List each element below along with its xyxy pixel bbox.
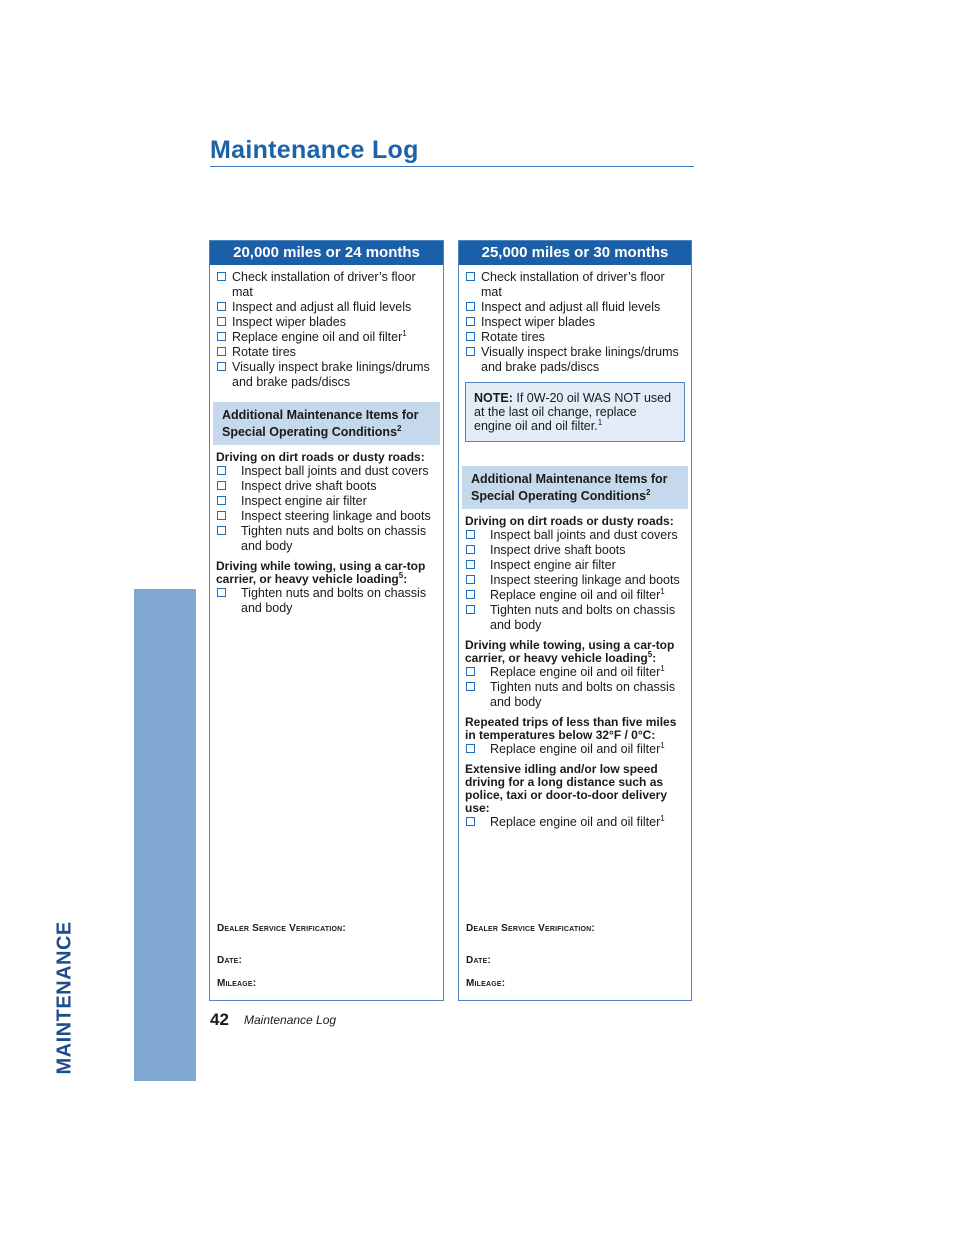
checklist-item[interactable]: Tighten nuts and bolts on chassis and body (465, 680, 685, 710)
checkbox-icon[interactable] (217, 526, 226, 535)
card-header: 20,000 miles or 24 months (210, 241, 443, 265)
checkbox-icon[interactable] (466, 272, 475, 281)
checklist-item[interactable]: Inspect steering linkage and boots (216, 509, 437, 524)
checklist-item[interactable]: Inspect engine air filter (465, 558, 685, 573)
checkbox-icon[interactable] (466, 545, 475, 554)
side-tab-label: MAINTENANCE (53, 921, 76, 1075)
checkbox-icon[interactable] (466, 817, 475, 826)
checklist-item[interactable]: Tighten nuts and bolts on chassis and body (216, 586, 437, 616)
condition-heading: Repeated trips of less than five miles in temperatures below 32°F / 0°C: (465, 715, 677, 742)
condition-heading: Driving while towing, using a car-top carrier, or heavy vehicle loading$^5$: (216, 559, 426, 586)
checklist-item[interactable]: Inspect engine air filter (216, 494, 437, 509)
checkbox-icon[interactable] (217, 496, 226, 505)
checkbox-icon[interactable] (466, 590, 475, 599)
checklist-item[interactable]: Inspect and adjust all fluid levels (216, 300, 437, 315)
checklist-item[interactable]: Rotate tires (465, 330, 685, 345)
checklist-item[interactable]: Replace engine oil and oil filter$^1$ (465, 665, 685, 680)
dealer-verification: Dealer Service Verification: Date: Mileage: (466, 923, 595, 989)
note-box: NOTE: If 0W-20 oil WAS NOT used at the last oil change, replace engine oil and oil filter.$^1$ (465, 382, 685, 442)
checkbox-icon[interactable] (466, 560, 475, 569)
condition-heading: Driving while towing, using a car-top carrier, or heavy vehicle loading$^5$: (465, 638, 675, 665)
checkbox-icon[interactable] (466, 605, 475, 614)
checklist-item[interactable]: Inspect wiper blades (216, 315, 437, 330)
title-divider (210, 166, 694, 167)
checklist-item[interactable]: Replace engine oil and oil filter$^1$ (465, 588, 685, 603)
checklist-item[interactable]: Inspect ball joints and dust covers (216, 464, 437, 479)
checkbox-icon[interactable] (217, 317, 226, 326)
checkbox-icon[interactable] (217, 511, 226, 520)
checklist-item[interactable]: Tighten nuts and bolts on chassis and body (216, 524, 437, 554)
checklist-item[interactable]: Replace engine oil and oil filter$^1$ (465, 815, 685, 830)
checklist-item[interactable]: Inspect drive shaft boots (465, 543, 685, 558)
checklist-item[interactable]: Inspect drive shaft boots (216, 479, 437, 494)
checkbox-icon[interactable] (217, 347, 226, 356)
condition-heading: Driving on dirt roads or dusty roads: (216, 450, 425, 464)
card-header: 25,000 miles or 30 months (459, 241, 691, 265)
checkbox-icon[interactable] (466, 302, 475, 311)
checkbox-icon[interactable] (217, 362, 226, 371)
checklist-item[interactable]: Inspect and adjust all fluid levels (465, 300, 685, 315)
page-number: 42 (210, 1010, 229, 1029)
checklist-item[interactable]: Replace engine oil and oil filter$^1$ (465, 742, 685, 757)
checklist-item[interactable]: Visually inspect brake linings/drums and brake pads/discs (216, 360, 437, 390)
card-body (459, 265, 691, 830)
checkbox-icon[interactable] (217, 272, 226, 281)
card-body (210, 265, 443, 616)
checklist-item[interactable]: Check installation of driver’s floor mat (216, 270, 437, 300)
checklist-item[interactable]: Visually inspect brake linings/drums and brake pads/discs (465, 345, 685, 375)
additional-items-box: Additional Maintenance Items for Special Operating Conditions$^2$ (213, 402, 440, 445)
checkbox-icon[interactable] (466, 347, 475, 356)
checkbox-icon[interactable] (466, 332, 475, 341)
side-tab (53, 589, 196, 1081)
checklist-item[interactable]: Inspect wiper blades (465, 315, 685, 330)
checkbox-icon[interactable] (466, 575, 475, 584)
checkbox-icon[interactable] (217, 466, 226, 475)
checkbox-icon[interactable] (466, 744, 475, 753)
checkbox-icon[interactable] (217, 588, 226, 597)
checklist-item[interactable]: Inspect ball joints and dust covers (465, 528, 685, 543)
checkbox-icon[interactable] (466, 530, 475, 539)
log-card-20000 (209, 240, 444, 1001)
note-label: NOTE: (474, 391, 513, 405)
checkbox-icon[interactable] (217, 332, 226, 341)
log-card-25000 (458, 240, 692, 1001)
checklist-item[interactable]: Inspect steering linkage and boots (465, 573, 685, 588)
note-text: If 0W-20 oil WAS NOT used at the last oil change, replace engine oil and oil filter. (474, 391, 672, 433)
checkbox-icon[interactable] (466, 317, 475, 326)
checklist-item[interactable]: Rotate tires (216, 345, 437, 360)
condition-heading: Driving on dirt roads or dusty roads: (465, 514, 674, 528)
checkbox-icon[interactable] (466, 682, 475, 691)
additional-items-box: Additional Maintenance Items for Special Operating Conditions$^2$ (462, 466, 688, 509)
page-title: Maintenance Log (210, 136, 419, 164)
footer-label: Maintenance Log (244, 1013, 337, 1027)
checklist-item[interactable]: Tighten nuts and bolts on chassis and body (465, 603, 685, 633)
checkbox-icon[interactable] (217, 302, 226, 311)
condition-heading: Extensive idling and/or low speed driving for a long distance such as police, taxi or door-to-door delivery use: (465, 762, 668, 815)
checklist-item[interactable]: Replace engine oil and oil filter$^1$ (216, 330, 437, 345)
checklist-item[interactable]: Check installation of driver’s floor mat (465, 270, 685, 300)
checkbox-icon[interactable] (466, 667, 475, 676)
dealer-verification: Dealer Service Verification: Date: Mileage: (217, 923, 346, 989)
checkbox-icon[interactable] (217, 481, 226, 490)
